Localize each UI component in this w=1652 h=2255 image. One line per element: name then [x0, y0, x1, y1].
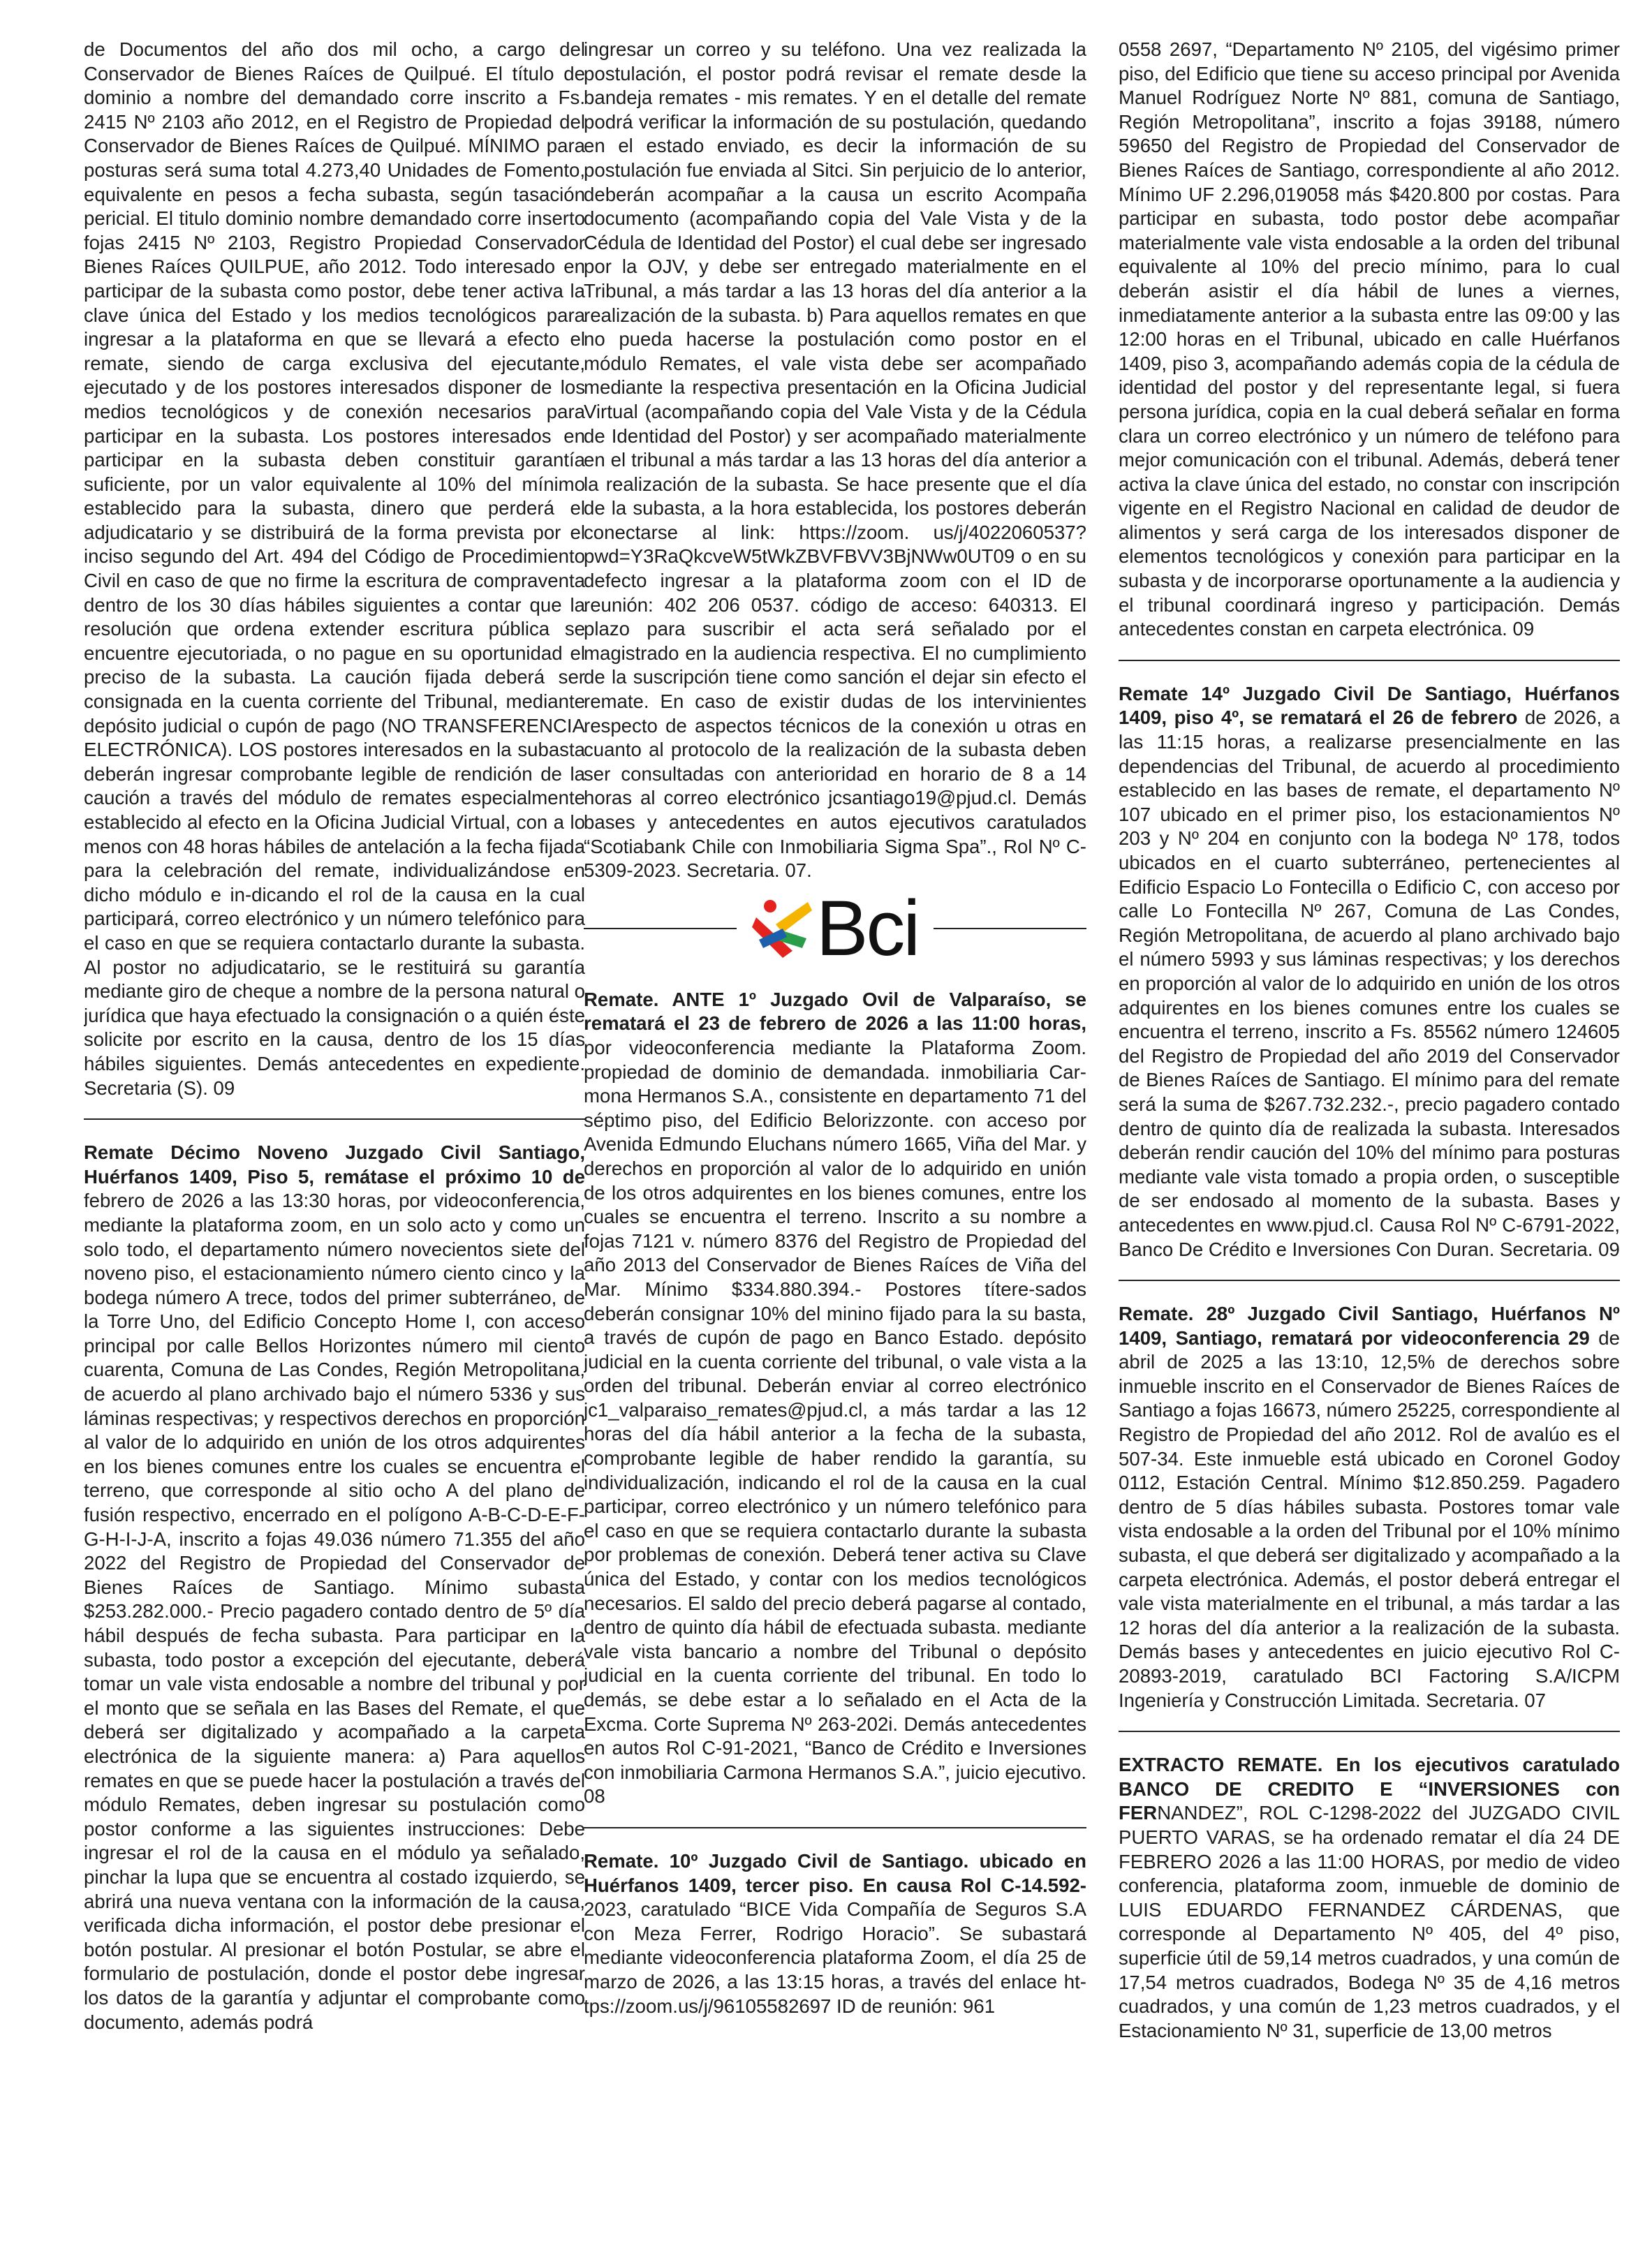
- logo-rule-right: [934, 928, 1086, 929]
- article-body: febrero de 2026 a las 13:30 horas, por videoconferencia, mediante la plataforma zoom, en un solo acto y como un solo todo, el departamento número novecientos siete del noveno piso, el estacionamiento número ciento cinco y la bodega número A trece, todos del primer subterráneo, de la Torre Uno, del Edificio Concepto Home I, con acceso principal por calle Bellos Horizontes número mil ciento cuarenta, Comuna de Las Condes, Región Metropolitana, de acuerdo al plano archivado bajo el número 5336 y sus láminas respectivas; y respectivos derechos en proporción al valor de lo adquirido en unión de los otros adquirentes en los bienes comunes entre los cuales se encuentra el terreno, que corresponde al sitio ocho A del plano de fusión respectivo, encerrado en el polígono A-B-C-D-E-F-G-H-I-J-A, inscrito a fojas 49.036 número 71.355 del año 2022 del Registro de Propiedad del Conservador de Bienes Raíces de Santiago. Mínimo subasta $253.282.000.- Precio pagadero contado dentro de 5º día hábil después de fecha subasta. Para participar en la subasta, todo postor a excepción del ejecutante, deberá tomar un vale vista endosable a nombre del tribunal y por el monto que se señala en las Bases del Remate, el que deberá ser digitalizado y acompañado a la carpeta electrónica de la siguiente manera: a) Para aquellos remates en que se puede hacer la postulación a través del módulo Remates, deben ingresar su postulación como postor conforme a las siguientes instrucciones: Debe ingresar el rol de la causa en el módulo ya señalado, pinchar la lupa que se encuentra al costado izquierdo, se abrirá una nueva ventana con la información de la causa, verificada dicha información, el postor debe presionar el botón postular. Al presionar el botón Postular, se abre el formulario de postulación, donde el postor debe ingresar los datos de la garantía y adjuntar el comprobante como documento, además podrá: [84, 1190, 585, 2033]
- article-divider: [1119, 1280, 1620, 1281]
- article-remate-28-juzgado: [1119, 1302, 1620, 1713]
- bci-logo-icon: [752, 896, 812, 961]
- bci-logo: Bci: [737, 889, 934, 968]
- article-extracto-remate-puerto-varas: [1119, 1753, 1620, 2043]
- logo-rule-left: [584, 928, 737, 929]
- advertiser-logo-row: [584, 884, 1086, 972]
- article-body: de abril de 2025 a las 13:10, 12,5% de derechos sobre inmueble inscrito en el Conservador de Bienes Raíces de Santiago a fojas 16673, número 25225, correspondiente al Registro de Propiedad del año 2012. Rol de avalúo es el 507-34. Este inmueble está ubicado en Coronel Godoy 0112, Estación Central. Mínimo $12.850.259. Pagadero dentro de 5 días hábiles subasta. Postores tomar vale vista endosable a la orden del Tribunal por el 10% mínimo subasta, el que deberá ser digitalizado y acompañado a la carpeta electrónica. Además, el postor deberá entregar el vale vista materialmente en el tribunal, a más tardar a las 12 horas del día anterior a la realización de la subasta. Demás bases y antecedentes en juicio ejecutivo Rol C-20893-2019, caratulado BCI Factoring S.A/ICPM Ingeniería y Construcción Limitada. Secretaria. 07: [1119, 1326, 1620, 1711]
- article-remate-1-juzgado-valparaiso: [584, 988, 1086, 1809]
- column-1: [84, 38, 585, 2247]
- article-body: de 2026, a las 11:15 horas, a realizarse presencialmente en las dependencias del Tribunal, de acuerdo al procedimiento establecido en las bases de remate, el departamento Nº 107 ubicado en el primer piso, los estacionamientos Nº 203 y Nº 204 en conjunto con la bodega Nº 178, todos ubicados en el cuarto subterráneo, pertenecientes al Edificio Espacio Lo Fontecilla o Edificio C, con acceso por calle Lo Fontecilla Nº 267, Comuna de Las Condes, Región Metropolitana, de acuerdo al plano archivado bajo el número 5993 y sus láminas respectivas; y los derechos en proporción al valor de lo adquirido en unión de los otros adquirentes en los bienes comunes entre los cuales se encuentra el terreno, inscrito a Fs. 85562 número 124605 del Registro de Propiedad del año 2019 del Conservador de Bienes Raíces de Santiago. El mínimo para del remate será la suma de $267.732.232.-, precio pagadero contado dentro de quinto día de realizada la subasta. Interesados deberán rendir caución del 10% del mínimo para posturas mediante vale vista tomado a propia orden, o susceptible de ser endosado al momento de la subasta. Bases y antecedentes en www.pjud.cl. Causa Rol Nº C-6791-2022, Banco De Crédito e Inversiones Con Duran. Secretaria. 09: [1119, 707, 1620, 1260]
- article-continuation: de Documentos del año dos mil ocho, a cargo del Conservador de Bienes Raíces de Quilpué. El título de dominio a nombre del demandado corre inscrito a Fs. 2415 Nº 2103 año 2012, en el Registro de Propiedad del Conservador de Bienes Raíces de Quilpué. MÍNIMO para posturas será suma total 4.273,40 Unidades de Fomento, equivalente en pesos a fecha subasta, según tasación pericial. El titulo dominio nombre demandado corre inserto fojas 2415 Nº 2103, Registro Propiedad Conservador Bienes Raíces QUILPUE, año 2012. Todo interesado en participar de la subasta como postor, debe tener activa la clave única del Estado y los medios tecnológicos para ingresar a la plataforma en que se llevará a efecto el remate, siendo de carga exclusiva del ejecutante, ejecutado y de los postores interesados disponer de los medios tecnológicos y de conexión necesarios para participar en la subasta. Los postores interesados en participar en la subasta deben constituir garantía suficiente, por un valor equivalente al 10% del mínimo establecido para la subasta, dinero que perderá el adjudicatario y se distribuirá de la forma prevista por el inciso segundo del Art. 494 del Código de Procedimiento Civil en caso de que no firme la escritura de compraventa dentro de los 30 días hábiles siguientes a contar que la resolución que ordena extender escritura pública se encuentre ejecutoriada, o no pague en su oportunidad el preciso de la subasta. La caución fijada deberá ser consignada en la cuenta corriente del Tribunal, mediante depósito judicial o cupón de pago (NO TRANSFERENCIA ELECTRÓNICA). LOS postores interesados en la subasta deberán ingresar comprobante legible de rendición de la caución a través del módulo de remates especialmente establecido al efecto en la Oficina Judicial Virtual, con a lo menos con 48 horas hábiles de antelación a la fecha fijada para la celebración del remate, individualizándose en dicho módulo e in-dicando el rol de la causa en la cual participará, correo electrónico y un número telefónico para el caso en que se requiera contactarlo durante la subasta. Al postor no adjudicatario, se le restituirá su garantía mediante giro de cheque a nombre de la persona natural o jurídica que haya efectuado la consignación o a quién éste solicite por escrito en la causa, dentro de los 15 días hábiles siguientes. Demás antecedentes en expediente. Secretaria (S). 09: [84, 38, 585, 1099]
- article-heading: Remate. ANTE 1º Juzgado Ovil de Valparaíso, se rematará el 23 de febrero de 2026 a las 11:00 horas,: [584, 988, 1086, 1035]
- article-heading: Remate. 28º Juzgado Civil Santiago, Huérfanos Nº 1409, Santiago, rematará por videoconferencia 29: [1119, 1303, 1620, 1349]
- article-divider: [1119, 660, 1620, 661]
- article-body: 2023, caratulado “BICE Vida Compañía de Seguros S.A con Meza Ferrer, Rodrigo Horacio”. Se subastará mediante videoconferencia plataforma Zoom, el día 25 de marzo de 2026, a las 13:15 horas, a través del enlace https://zoom.us/j/96105582697 ID de reunión: 961: [584, 1898, 1086, 2017]
- article-remate-19-juzgado: [84, 1141, 585, 2034]
- column-2: [584, 38, 1086, 2247]
- article-heading: EXTRACTO REMATE. En los ejecutivos caratulado BANCO DE CREDITO E “INVERSIONES con FER: [1119, 1754, 1620, 1824]
- article-continuation: 0558 2697, “Departamento Nº 2105, del vigésimo primer piso, del Edificio que tiene su acceso principal por Avenida Manuel Rodríguez Norte Nº 881, comuna de Santiago, Región Metropolitana”, inscrito a fojas 39188, número 59650 del Registro de Propiedad del Conservador de Bienes Raíces de Santiago, correspondiente al año 2012. Mínimo UF 2.296,019058 más $420.800 por costas. Para participar en subasta, todo postor debe acompañar materialmente vale vista endosable a la orden del tribunal equivalente al 10% del precio mínimo, para lo cual deberán asistir el día hábil de lunes a viernes, inmediatamente anterior a la subasta entre las 09:00 y las 12:00 horas en el Tribunal, ubicado en calle Huérfanos 1409, piso 3, acompañando además copia de la cédula de identidad del postor y del representante legal, si fuera persona jurídica, copia en la cual deberá señalar en forma clara un correo electrónico y un número de teléfono para mejor comunicación con el tribunal. Además, deberá tener activa la clave única del estado, no constar con inscripción vigente en el Registro Nacional en calidad de deudor de alimentos y será carga de los interesados disponer de elementos tecnológicos y conexión para participar en la subasta y de incorporarse oportunamente a la audiencia y el tribunal coordinará ingreso y participación. Demás antecedentes constan en carpeta electrónica. 09: [1119, 38, 1620, 640]
- article-remate-10-juzgado: [584, 1849, 1086, 2018]
- article-body: NANDEZ”, ROL C-1298-2022 del JUZGADO CIVIL PUERTO VARAS, se ha ordenado rematar el día 24 DE FEBRERO 2026 a las 11:00 HORAS, por medio de video conferencia, plataforma zoom, inmueble de dominio de LUIS EDUARDO FERNANDEZ CÁRDENAS, que corresponde al Departamento Nº 405, del 4º piso, superficie útil de 59,14 metros cuadrados, y una común de 17,54 metros cuadrados, Bodega Nº 35 de 4,16 metros cuadrados, y una común de 1,23 metros cuadrados, y el Estacionamiento Nº 31, superficie de 13,00 metros: [1119, 1802, 1620, 2041]
- article-body: por videoconferencia mediante la Plataforma Zoom. propiedad de dominio de demandada. inmobiliaria Car-mona Hermanos S.A., consistente en departamento 71 del séptimo piso, del Edificio Belorizzonte. con acceso por Avenida Edmundo Eluchans número 1665, Viña del Mar. y derechos en proporción al valor de lo adquirido en unión de los otros adquirentes en los bienes comunes, entre los cuales se encuentra el terreno. Inscrito a su nombre a fojas 7121 v. número 8376 del Registro de Propiedad del año 2013 del Conservador de Bienes Raíces de Viña del Mar. Mínimo $334.880.394.- Postores títere-sados deberán consignar 10% del minino fijado para la su basta, a través de cupón de pago en Banco Estado. depósito judicial en la cuenta corriente del tribunal, o vale vista a la orden del tribunal. Deberán enviar al correo electrónico jc1_valparaiso_remates@pjud.cl, a más tardar a las 12 horas del día hábil anterior a la fecha de la subasta, comprobante legible de haber rendido la garantía, su individualización, indicando el rol de la causa en la cual participar, correo electrónico y un número telefónico para el caso en que se requiera contactarlo durante la subasta por problemas de conexión. Deberá tener activa su Clave única del Estado, y contar con los medios tecnológicos necesarios. El saldo del precio deberá pagarse al contado, dentro de quinto día hábil de efectuada subasta. mediante vale vista bancario a nombre del Tribunal o depósito judicial en la cuenta corriente del tribunal. En todo lo demás, se debe estar a lo señalado en el Acta de la Excma. Corte Suprema Nº 263-202i. Demás antecedentes en autos Rol C-91-2021, “Banco de Crédito e Inversiones con inmobiliaria Carmona Hermanos S.A.”, juicio ejecutivo. 08: [584, 1036, 1086, 1807]
- article-continuation: ingresar un correo y su teléfono. Una vez realizada la postulación, el postor podrá revisar el remate desde la bandeja remates - mis remates. Y en el detalle del remate podrá verificar la información de su postulación, quedando en el estado enviado, es decir la información de su postulación fue enviada al Sitci. Sin perjuicio de lo anterior, deberán acompañar a la causa un escrito Acompaña documento (acompañando copia del Vale Vista y de la Cédula de Identidad del Postor) el cual debe ser ingresado por la OJV, y debe ser entregado materialmente en el Tribunal, a más tardar a las 13 horas del día anterior a la realización de la subasta. b) Para aquellos remates en que no pueda hacerse la postulación como postor en el módulo Remates, el vale vista debe ser acompañado mediante la respectiva presentación en la Oficina Judicial Virtual (acompañando copia del Vale Vista y de la Cédula de Identidad del Postor) y ser acompañado materialmente en el tribunal a más tardar a las 13 horas del día anterior a la realización de la subasta. Se hace presente que el día de la subasta, a la hora establecida, los postores deberán conectarse al link: https://zoom. us/j/4022060537?pwd=Y3RaQkcveW5tWkZBVFBVV3BjNWw0UT09 o en su defecto ingresar a la plataforma zoom con el ID de reunión: 402 206 0537. código de acceso: 640313. El plazo para suscribir el acta será señalado por el magistrado en la audiencia respectiva. El no cumplimiento de la suscripción tiene como sanción el dejar sin efecto el remate. En caso de existir dudas de los intervinientes respecto de aspectos técnicos de la conexión u otras en cuanto al protocolo de la realización de la subasta deben ser consultadas con anterioridad en horario de 8 a 14 horas al correo electrónico jcsantiago19@pjud.cl. Demás bases y antecedentes en autos ejecutivos caratulados “Scotiabank Chile con Inmobiliaria Sigma Spa”., Rol Nº C-5309-2023. Secretaria. 07.: [584, 38, 1086, 882]
- column-3: [1119, 38, 1620, 2247]
- article-divider: [1119, 1731, 1620, 1732]
- article-heading: Remate Décimo Noveno Juzgado Civil Santiago, Huérfanos 1409, Piso 5, remátase el próximo 10 de: [84, 1141, 585, 1188]
- article-heading: Remate. 10º Juzgado Civil de Santiago. ubicado en Huérfanos 1409, tercer piso. En causa Rol C-14.592-: [584, 1849, 1086, 1896]
- article-remate-14-juzgado: [1119, 682, 1620, 1262]
- article-divider: [584, 1827, 1086, 1828]
- article-heading: Remate 14º Juzgado Civil De Santiago, Huérfanos 1409, piso 4º, se rematará el 26 de febrero: [1119, 682, 1620, 729]
- article-divider: [84, 1118, 585, 1120]
